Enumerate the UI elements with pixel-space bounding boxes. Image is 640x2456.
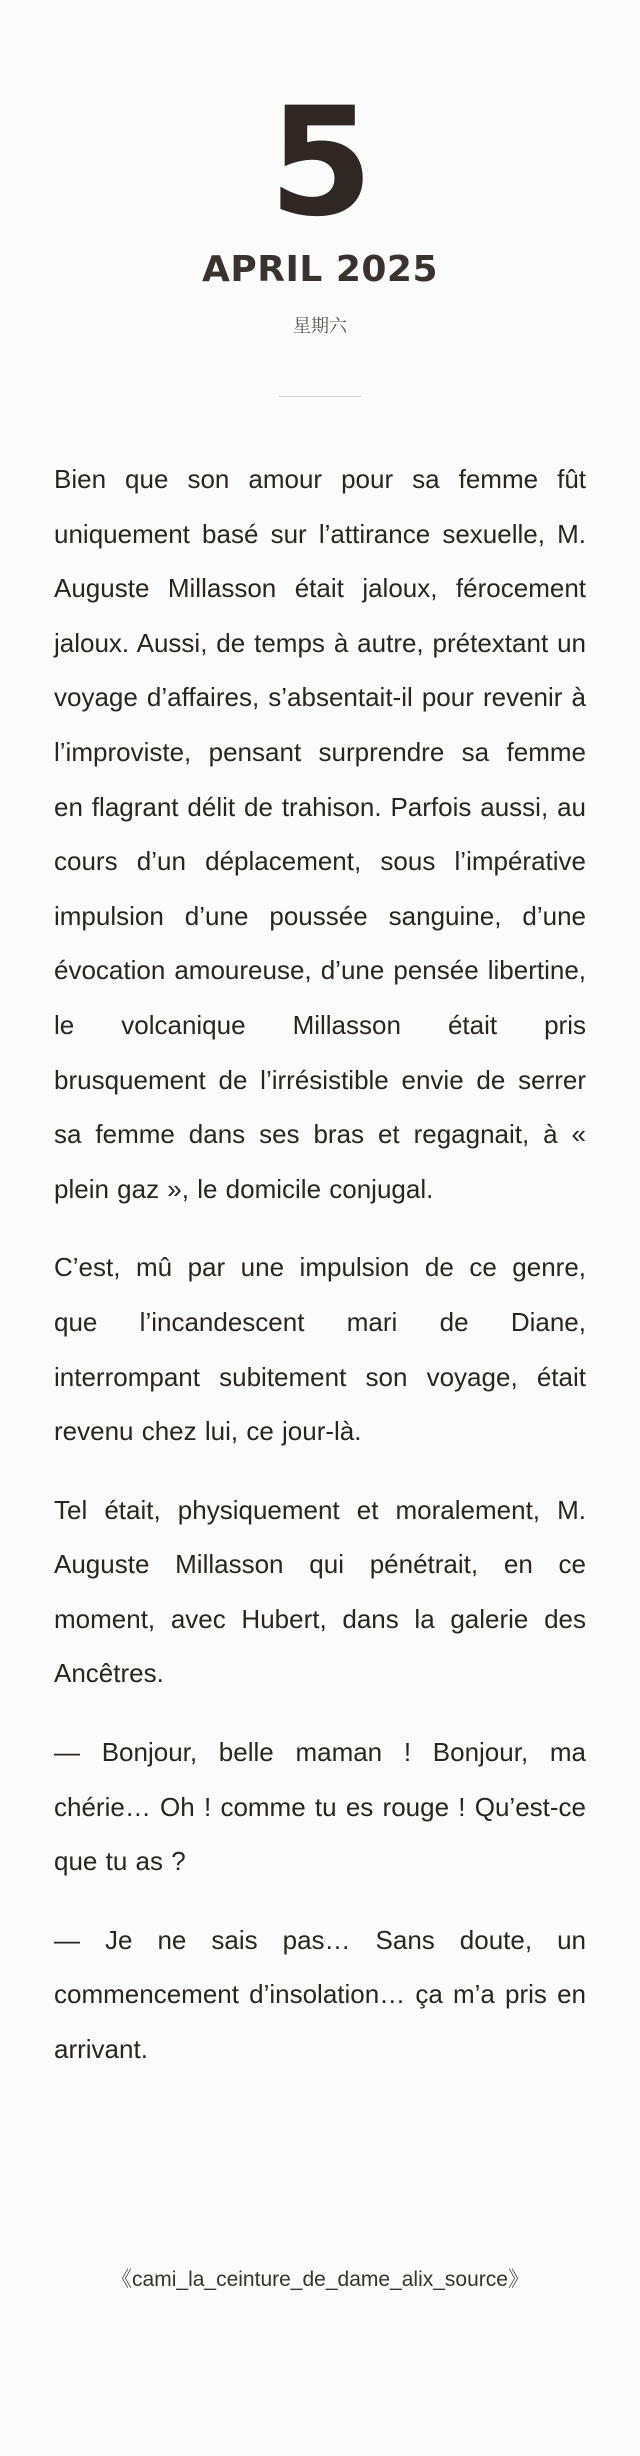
- paragraph: C’est, mû par une impulsion de ce genre, que l’incandescent mari de Diane, interrompant subitement son voyage, était revenu chez lui, ce jour-là.: [54, 1252, 586, 1447]
- paragraph: Bien que son amour pour sa femme fût uniquement basé sur l’attirance sexuelle, M. Auguste Millasson était jaloux, férocement jaloux. Aussi, de temps à autre, prétextant un voyage d’affaires, s’absentait-il pour revenir à l’improviste, pensant surprendre sa femme en flagrant délit de trahison. Parfois aussi, au cours d’un déplacement, sous l’impérative impulsion d’une poussée sanguine, d’une évocation amoureuse, d’une pensée libertine, le volcanique Millasson était pris brusquement de l’irrésistible envie de serrer sa femme dans ses bras et regagnait, à « plein gaz », le domicile conjugal.: [54, 464, 586, 1204]
- text-body: [54, 452, 586, 2101]
- month-year: APRIL 2025: [201, 249, 439, 290]
- weekday-label: 星期六: [293, 316, 347, 337]
- source-citation: 《cami_la_ceinture_de_dame_alix_source》: [111, 2268, 529, 2291]
- paragraph: — Je ne sais pas… Sans doute, un commencement d’insolation… ça m’a pris en arrivant.: [54, 1924, 586, 2065]
- day-number: 5: [268, 76, 372, 250]
- paragraph: — Bonjour, belle maman ! Bonjour, ma chérie… Oh ! comme tu es rouge ! Qu’est-ce que tu as ?: [54, 1737, 586, 1877]
- paragraph: Tel était, physiquement et moralement, M. Auguste Millasson qui pénétrait, en ce moment, avec Hubert, dans la galerie des Ancêtres.: [54, 1494, 586, 1689]
- divider: [279, 396, 361, 397]
